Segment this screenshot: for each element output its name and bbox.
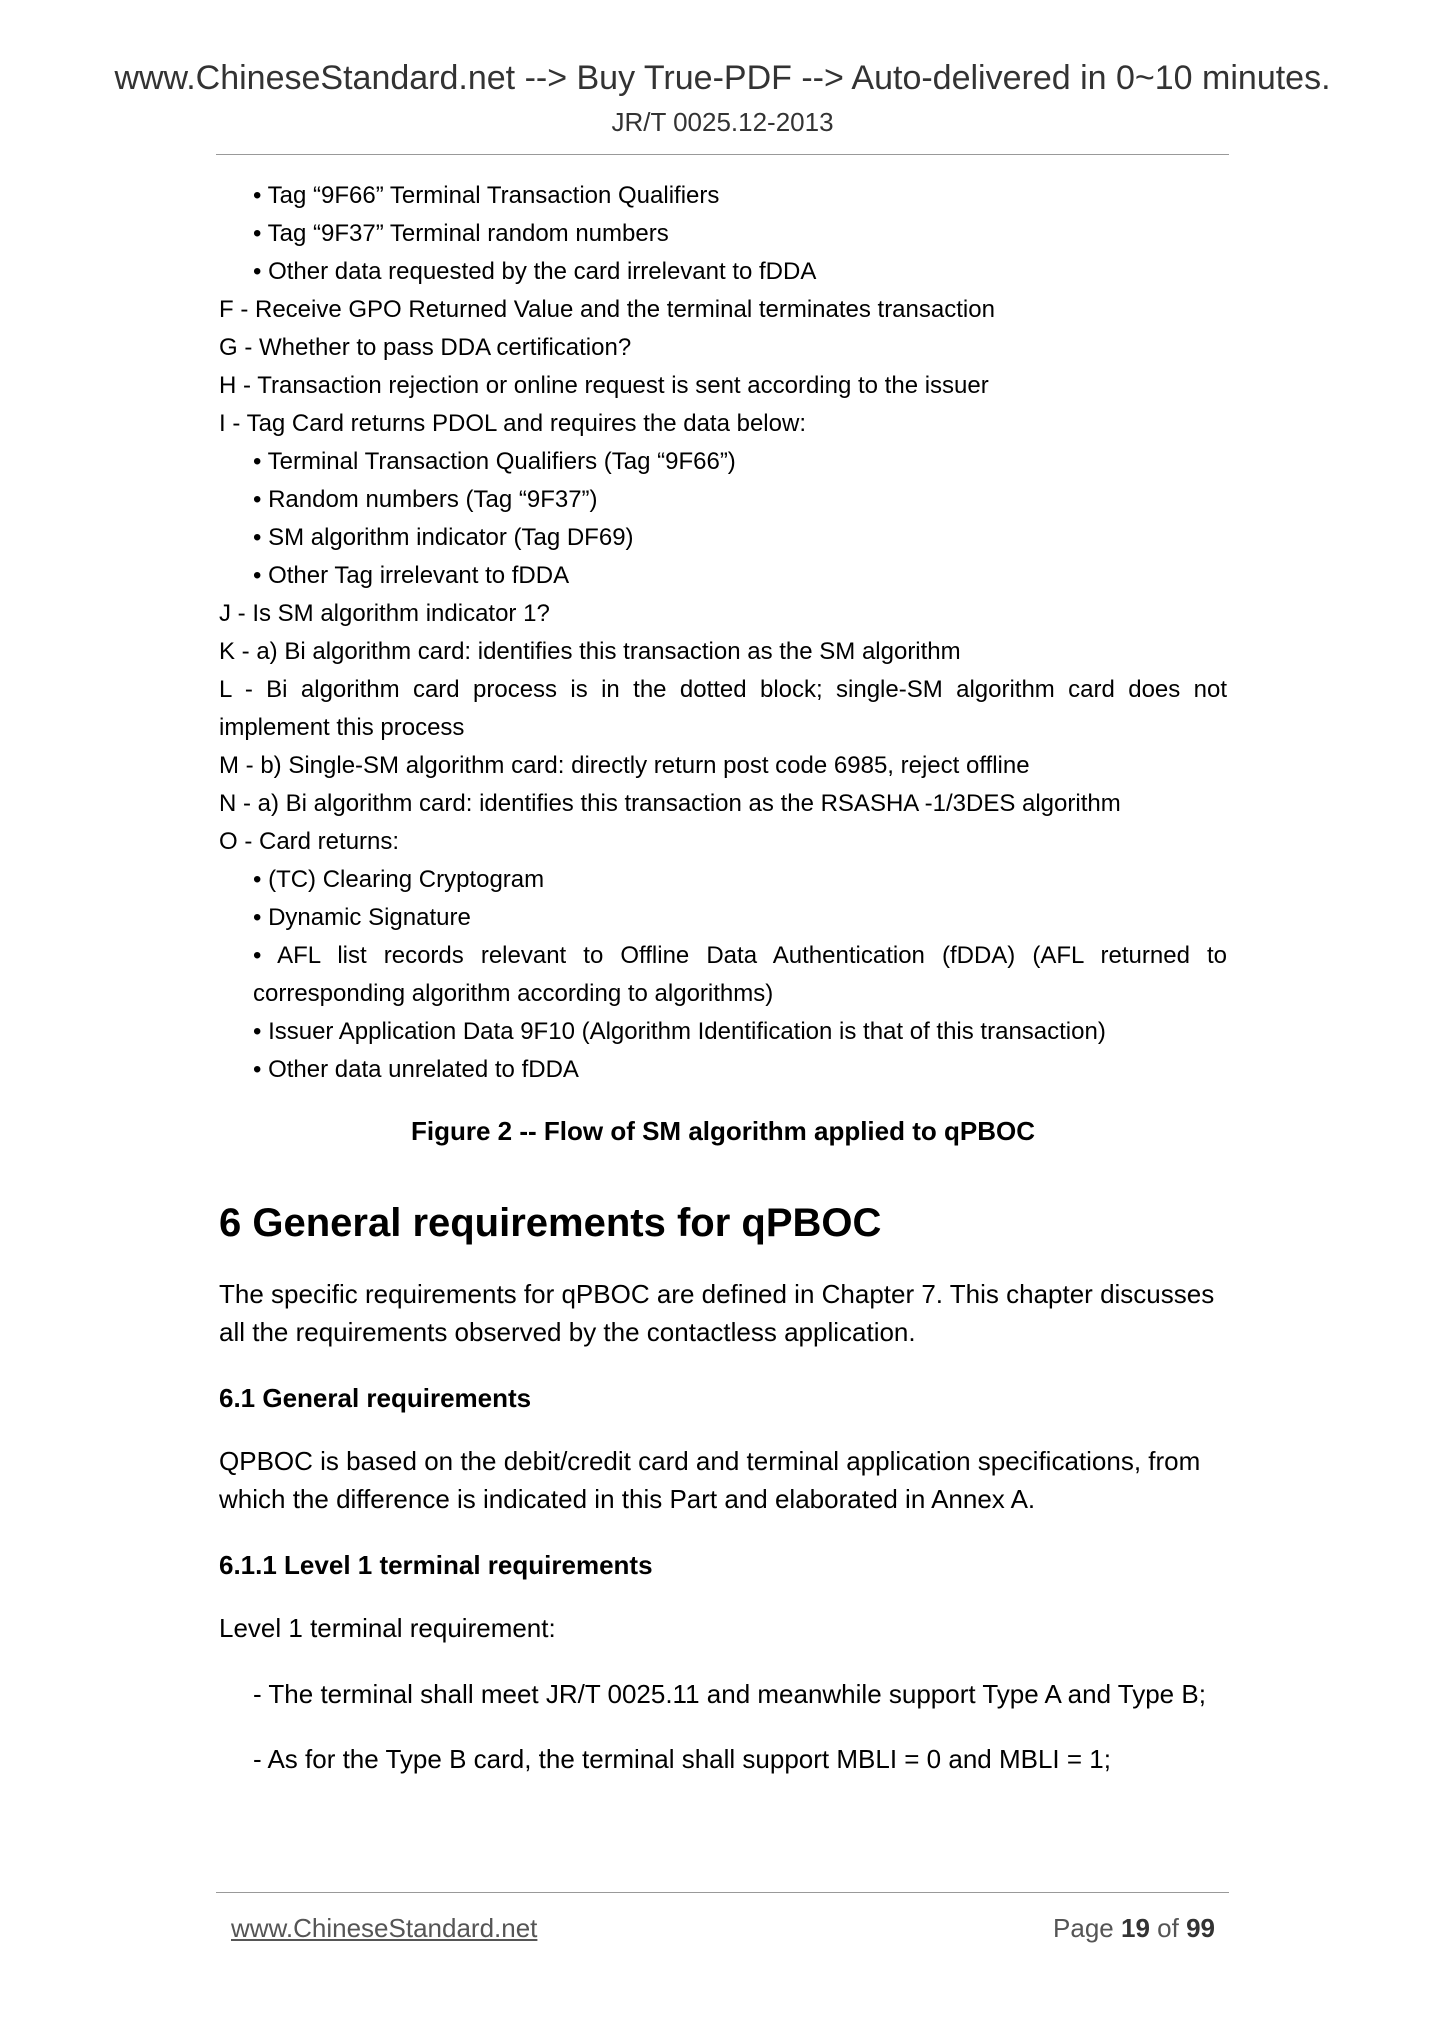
page-header (0, 56, 1445, 140)
document-id: JR/T 0025.12-2013 (611, 107, 834, 137)
legend-line: F - Receive GPO Returned Value and the terminal terminates transaction (219, 296, 995, 323)
figure-caption: Figure 2 -- Flow of SM algorithm applied to qPBOC (411, 1116, 1035, 1146)
legend-line: J - Is SM algorithm indicator 1? (219, 600, 550, 627)
footer-divider (216, 1892, 1229, 1893)
legend-line: K - a) Bi algorithm card: identifies this transaction as the SM algorithm (219, 638, 961, 665)
legend-line: corresponding algorithm according to algorithms) (253, 980, 774, 1007)
legend-line: • Random numbers (Tag “9F37”) (253, 486, 598, 513)
chapter-intro: The specific requirements for qPBOC are defined in Chapter 7. This chapter discusses all the requirements observed by the contactless application. (219, 1279, 1215, 1347)
legend-line: • Tag “9F66” Terminal Transaction Qualifiers (253, 182, 720, 209)
legend-line: N - a) Bi algorithm card: identifies this transaction as the RSASHA -1/3DES algorithm (219, 790, 1121, 817)
page-label: Page (1053, 1913, 1114, 1943)
legend-line: H - Transaction rejection or online request is sent according to the issuer (219, 372, 989, 399)
legend-line: implement this process (219, 714, 465, 741)
header-divider (216, 154, 1229, 155)
legend-line: • Other data requested by the card irrelevant to fDDA (253, 258, 817, 285)
legend-line: • Issuer Application Data 9F10 (Algorithm Identification is that of this transaction) (253, 1018, 1106, 1045)
legend-line: • Other data unrelated to fDDA (253, 1056, 579, 1083)
page-number (1053, 1910, 1215, 1946)
legend-line: • (TC) Clearing Cryptogram (253, 866, 545, 893)
legend-line: • Other Tag irrelevant to fDDA (253, 562, 570, 589)
footer-site-link[interactable]: www.ChineseStandard.net (231, 1913, 538, 1943)
legend-line: • AFL list records relevant to Offline Data Authentication (fDDA) (AFL returned to (253, 942, 1227, 969)
legend-line: • SM algorithm indicator (Tag DF69) (253, 524, 634, 551)
subsection-intro: Level 1 terminal requirement: (219, 1613, 556, 1643)
section-heading: 6.1 General requirements (219, 1383, 532, 1413)
page-body (219, 177, 1227, 1777)
legend-line: • Dynamic Signature (253, 904, 471, 931)
legend-line: • Terminal Transaction Qualifiers (Tag “9F66”) (253, 448, 736, 475)
legend-line: M - b) Single-SM algorithm card: directly return post code 6985, reject offline (219, 752, 1030, 779)
legend-line: L - Bi algorithm card process is in the dotted block; single-SM algorithm card does not (219, 676, 1227, 703)
requirement-item: - As for the Type B card, the terminal shall support MBLI = 0 and MBLI = 1; (253, 1744, 1111, 1774)
chapter-heading: 6 General requirements for qPBOC (219, 1201, 882, 1245)
legend-line: G - Whether to pass DDA certification? (219, 334, 632, 361)
section-body: QPBOC is based on the debit/credit card and terminal application specifications, from which the difference is indicated in this Part and elaborated in Annex A. (219, 1446, 1201, 1514)
legend-line: I - Tag Card returns PDOL and requires the data below: (219, 410, 806, 437)
page-of-label: of (1157, 1913, 1179, 1943)
legend-line: O - Card returns: (219, 828, 400, 855)
requirement-item: - The terminal shall meet JR/T 0025.11 and meanwhile support Type A and Type B; (253, 1679, 1206, 1709)
current-page: 19 (1121, 1913, 1150, 1943)
header-banner: www.ChineseStandard.net --> Buy True-PDF --> Auto-delivered in 0~10 minutes. (114, 59, 1331, 97)
legend-line: • Tag “9F37” Terminal random numbers (253, 220, 669, 247)
subsection-heading: 6.1.1 Level 1 terminal requirements (219, 1550, 653, 1580)
total-pages: 99 (1186, 1913, 1215, 1943)
